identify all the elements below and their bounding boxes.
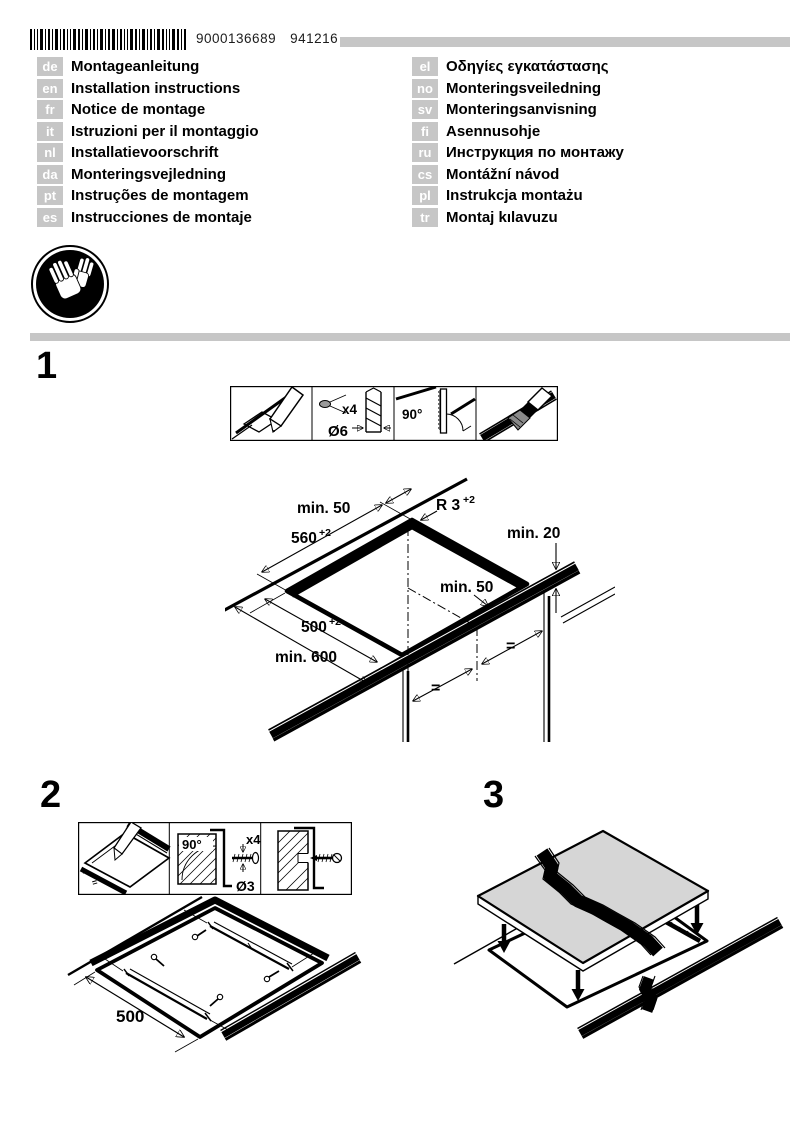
language-code-badge: no (412, 79, 438, 98)
language-code-badge: fr (37, 100, 63, 119)
language-code-badge: tr (412, 208, 438, 227)
language-title: Installation instructions (71, 79, 241, 97)
language-row (37, 185, 259, 207)
barcode-code: 941216 (290, 31, 339, 46)
dim-min50-top-label: min. 50 (297, 500, 351, 517)
step2-rails-diagram (60, 893, 365, 1058)
equal-mark-1: = (80, 865, 89, 877)
worktop-back-edge (68, 897, 202, 975)
language-title: Montageanleitung (71, 58, 200, 76)
wear-protective-gloves-icon (30, 244, 110, 324)
dim-500-sup: +2 (329, 616, 341, 628)
strip1-x4-label: x4 (342, 402, 358, 417)
language-row (37, 121, 259, 143)
language-row (412, 78, 624, 100)
dim-min600-label: min. 600 (275, 649, 338, 666)
language-row (412, 185, 624, 207)
language-title: Instruções de montagem (71, 187, 249, 205)
language-title: Asennusohje (446, 122, 541, 140)
dim-r3-label: R 3 (436, 497, 461, 514)
language-row (37, 164, 259, 186)
language-title: Montážní návod (446, 165, 560, 183)
language-code-badge: pl (412, 186, 438, 205)
language-code-badge: en (37, 79, 63, 98)
language-title: Istruzioni per il montaggio (71, 122, 259, 140)
language-list-right (412, 56, 624, 228)
dim-560-label: 560 (291, 530, 317, 547)
dim-min20-label: min. 20 (507, 525, 561, 542)
barcode-value: 9000136689 (196, 31, 277, 46)
language-title: Monteringsveiledning (446, 79, 602, 97)
language-row (37, 207, 259, 229)
section-divider-bar (30, 333, 790, 341)
language-title: Notice de montage (71, 101, 206, 119)
equal-right-label: = (506, 638, 516, 655)
language-code-badge: fi (412, 122, 438, 141)
language-code-badge: nl (37, 143, 63, 162)
step1-pictogram-strip (230, 386, 558, 441)
language-row (37, 56, 259, 78)
dim-500-label: 500 (116, 1007, 145, 1026)
strip2-dia3-label: Ø3 (236, 878, 255, 894)
hob (478, 831, 708, 971)
language-row (37, 78, 259, 100)
language-title: Οδηγίες εγκατάστασης (446, 58, 609, 76)
equal-mark-2: = (90, 876, 99, 888)
language-row (412, 121, 624, 143)
section-2-number: 2 (40, 774, 62, 816)
strip1-dia6-label: Ø6 (328, 423, 349, 440)
step3-insert-hob-diagram (450, 812, 785, 1042)
language-title: Monteringsvejledning (71, 165, 227, 183)
language-title: Инструкция по монтажу (446, 144, 624, 162)
language-code-badge: de (37, 57, 63, 76)
barcode-icon (30, 29, 187, 50)
step2-pictogram-strip (78, 822, 352, 895)
language-row (412, 164, 624, 186)
dim-r3-sup: +2 (463, 494, 475, 506)
worktop-front-edge (221, 953, 361, 1040)
language-code-badge: cs (412, 165, 438, 184)
section-1-number: 1 (36, 345, 58, 387)
step1-cutout-dimensions-diagram (225, 465, 615, 755)
language-code-badge: it (37, 122, 63, 141)
equal-left-label: = (431, 680, 441, 697)
language-title: Instrukcja montażu (446, 187, 583, 205)
language-title: Monteringsanvisning (446, 101, 597, 119)
language-code-badge: es (37, 208, 63, 227)
language-list-left (37, 56, 259, 228)
worktop-back-edge (225, 479, 467, 612)
section-3-number: 3 (483, 774, 505, 816)
language-code-badge: ru (412, 143, 438, 162)
language-code-badge: da (37, 165, 63, 184)
language-row (412, 142, 624, 164)
language-title: Montaj kılavuzu (446, 208, 558, 226)
language-row (412, 99, 624, 121)
language-row (412, 207, 624, 229)
language-title: Installatievoorschrift (71, 144, 219, 162)
document-number (196, 31, 352, 46)
strip2-deg90-label: 90° (182, 837, 202, 852)
dim-min50-mid-label: min. 50 (440, 579, 494, 596)
header-divider-bar (340, 37, 790, 47)
dimension-500 (74, 972, 198, 1052)
language-row (37, 99, 259, 121)
dim-500-label: 500 (301, 619, 327, 636)
language-title: Instrucciones de montaje (71, 208, 252, 226)
language-code-badge: sv (412, 100, 438, 119)
language-row (37, 142, 259, 164)
language-code-badge: el (412, 57, 438, 76)
language-code-badge: pt (37, 186, 63, 205)
dim-560-sup: +2 (319, 527, 331, 539)
language-row (412, 56, 624, 78)
strip1-deg90-label: 90° (402, 407, 423, 422)
strip2-x4-label: x4 (246, 832, 261, 847)
